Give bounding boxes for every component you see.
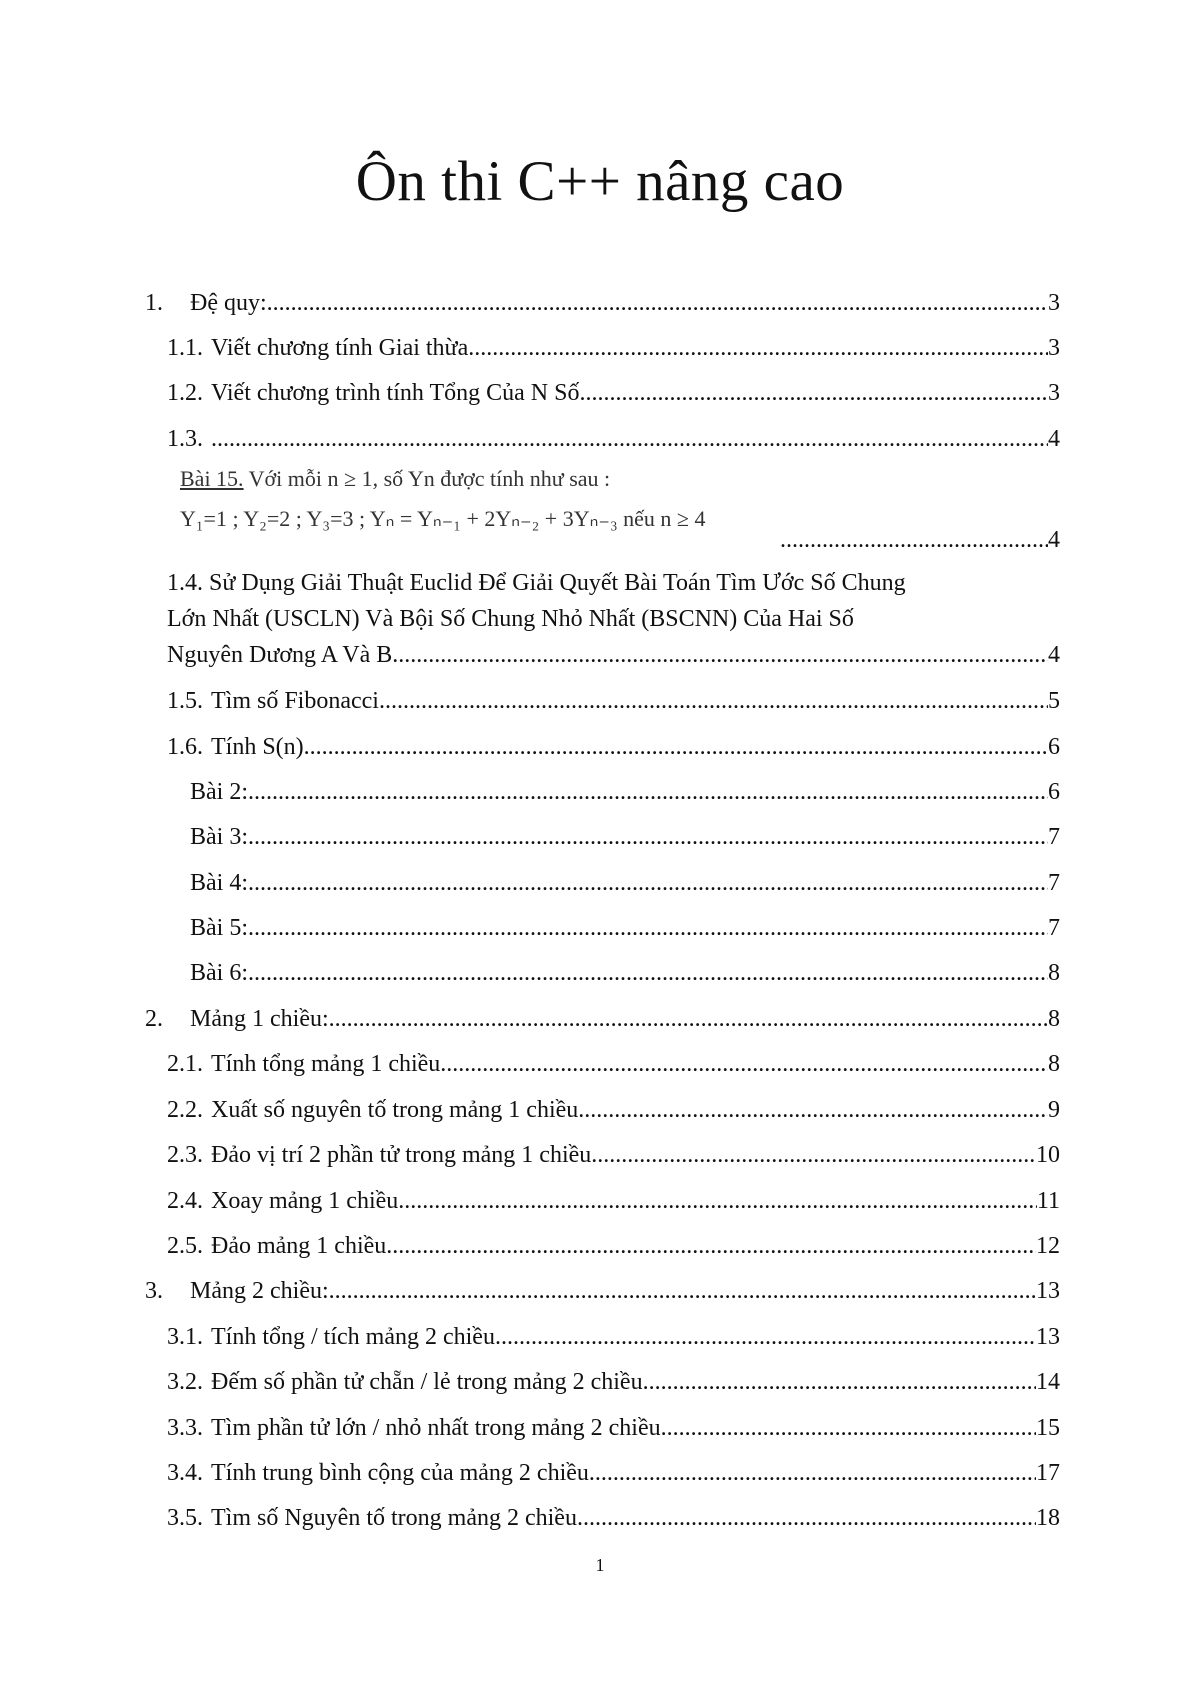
toc-entry-page: 3	[1048, 290, 1060, 316]
toc-entry-page: 8	[1048, 1051, 1060, 1077]
toc-entry-page: 7	[1048, 824, 1060, 850]
toc-entry-3-5[interactable]	[167, 1503, 1060, 1533]
embedded-problem-image	[172, 458, 792, 546]
toc-entry-number: 1.6.	[167, 734, 203, 760]
toc-entry-number: 1.1.	[167, 335, 203, 361]
toc-entry-3-1[interactable]	[167, 1322, 1060, 1352]
toc-entry-number: 1.3.	[167, 426, 203, 452]
toc-entry-page: 6	[1048, 734, 1060, 760]
toc-entry-2-5[interactable]	[167, 1231, 1060, 1261]
toc-entry-label: Tính tổng mảng 1 chiều	[211, 1051, 441, 1077]
toc-entry-label: Bài 3:	[190, 824, 248, 850]
toc-leader-dots	[577, 1503, 1036, 1533]
toc-entry-label: Đảo mảng 1 chiều	[211, 1233, 387, 1259]
toc-entry-number: 1.2.	[167, 380, 203, 406]
toc-entry-number: 1.	[145, 290, 163, 316]
toc-entry-page: 9	[1048, 1097, 1060, 1123]
toc-entry-number: 3.2.	[167, 1369, 203, 1395]
toc-entry-page: 12	[1036, 1233, 1060, 1259]
toc-entry-number: 3.3.	[167, 1415, 203, 1441]
toc-entry-mang-2-chieu[interactable]	[145, 1276, 1060, 1306]
toc-entry-page: 4	[1048, 426, 1060, 452]
toc-entry-label: Tính trung bình cộng của mảng 2 chiều	[211, 1460, 589, 1486]
toc-leader-dots	[304, 732, 1048, 762]
toc-leader-dots	[248, 913, 1048, 943]
toc-entry-number: 1.4.	[167, 570, 203, 596]
toc-entry-label: Tìm phần tử lớn / nhỏ nhất trong mảng 2 chiều	[211, 1415, 661, 1441]
toc-entry-1-1[interactable]	[167, 333, 1060, 363]
toc-entry-de-quy[interactable]	[145, 288, 1060, 318]
toc-entry-label: Tính tổng / tích mảng 2 chiều	[211, 1324, 495, 1350]
toc-entry-page: 4	[1048, 527, 1060, 553]
toc-entry-number: 3.4.	[167, 1460, 203, 1486]
toc-entry-number: 3.5.	[167, 1505, 203, 1531]
toc-entry-bai-3[interactable]	[190, 822, 1060, 852]
toc-entry-label: Mảng 1 chiều:	[190, 1006, 329, 1032]
toc-entry-mang-1-chieu[interactable]	[145, 1004, 1060, 1034]
toc-entry-page: 8	[1048, 1006, 1060, 1032]
toc-entry-page: 13	[1036, 1278, 1060, 1304]
toc-leader-dots	[248, 958, 1048, 988]
toc-entry-page: 5	[1048, 688, 1060, 714]
toc-entry-page: 8	[1048, 960, 1060, 986]
toc-entry-number: 2.3.	[167, 1142, 203, 1168]
toc-entry-3-4[interactable]	[167, 1458, 1060, 1488]
toc-entry-1-4[interactable]	[167, 565, 1060, 673]
toc-entry-1-3[interactable]	[167, 424, 1060, 454]
toc-leader-dots	[329, 1004, 1048, 1034]
toc-leader-dots	[578, 1095, 1048, 1125]
problem-image-text: Với mỗi n ≥ 1, số Yn được tính như sau :	[243, 466, 611, 491]
toc-entry-label: Sử Dụng Giải Thuật Euclid Để Giải Quyết Bài Toán Tìm Ước Số Chung	[209, 570, 906, 596]
toc-entry-page: 11	[1036, 1188, 1060, 1214]
toc-entry-page: 3	[1048, 335, 1060, 361]
toc-entry-number: 2.	[145, 1006, 163, 1032]
toc-entry-problem-image[interactable]	[780, 525, 1060, 555]
toc-leader-dots	[585, 378, 1048, 408]
toc-leader-dots	[248, 868, 1048, 898]
toc-entry-bai-4[interactable]	[190, 868, 1060, 898]
toc-leader-dots	[248, 822, 1048, 852]
toc-entry-3-2[interactable]	[167, 1367, 1060, 1397]
toc-leader-dots	[780, 525, 1048, 555]
toc-entry-label: Tìm số Fibonacci	[211, 688, 379, 714]
toc-entry-label: Bài 6:	[190, 960, 248, 986]
toc-leader-dots	[248, 777, 1048, 807]
toc-entry-2-1[interactable]	[167, 1049, 1060, 1079]
toc-leader-dots	[661, 1413, 1036, 1443]
toc-entry-label: Nguyên Dương A Và B.	[167, 642, 399, 668]
toc-entry-number: 2.2.	[167, 1097, 203, 1123]
toc-leader-dots	[589, 1458, 1036, 1488]
toc-entry-page: 7	[1048, 870, 1060, 896]
toc-entry-number: 3.1.	[167, 1324, 203, 1350]
toc-leader-dots	[643, 1367, 1036, 1397]
problem-image-heading: Bài 15.	[180, 466, 244, 491]
toc-entry-1-5[interactable]	[167, 686, 1060, 716]
toc-leader-dots	[267, 288, 1048, 318]
toc-entry-2-3[interactable]	[167, 1140, 1060, 1170]
toc-entry-label: Viết chương tính Giai thừa.	[211, 335, 475, 361]
toc-entry-label: Đảo vị trí 2 phần tử trong mảng 1 chiều	[211, 1142, 592, 1168]
toc-entry-label: Xuất số nguyên tố trong mảng 1 chiều	[211, 1097, 579, 1123]
toc-entry-2-2[interactable]	[167, 1095, 1060, 1125]
toc-leader-dots	[474, 333, 1048, 363]
toc-entry-1-2[interactable]	[167, 378, 1060, 408]
toc-entry-bai-5[interactable]	[190, 913, 1060, 943]
toc-leader-dots	[440, 1049, 1048, 1079]
problem-image-formula: Y₁=1 ; Y₂=2 ; Y₃=3 ; Yₙ = Yₙ₋₁ + 2Yₙ₋₂ + 3Yₙ₋₃ nếu n ≥ 4	[180, 506, 706, 531]
toc-entry-label: Tìm số Nguyên tố trong mảng 2 chiều	[211, 1505, 577, 1531]
toc-entry-bai-2[interactable]	[190, 777, 1060, 807]
toc-entry-page: 17	[1036, 1460, 1060, 1486]
toc-entry-line: Lớn Nhất (USCLN) Và Bội Số Chung Nhỏ Nhất (BSCNN) Của Hai Số	[167, 606, 854, 632]
toc-entry-page: 3	[1048, 380, 1060, 406]
toc-entry-label: Đệ quy:	[190, 290, 267, 316]
toc-entry-line	[167, 637, 1060, 673]
toc-entry-label: Mảng 2 chiều:	[190, 1278, 329, 1304]
toc-leader-dots	[398, 637, 1048, 673]
toc-entry-label: Xoay mảng 1 chiều	[211, 1188, 399, 1214]
toc-entry-number: 2.5.	[167, 1233, 203, 1259]
toc-leader-dots	[591, 1140, 1036, 1170]
toc-leader-dots	[329, 1276, 1036, 1306]
problem-image-line1	[180, 466, 610, 492]
toc-entry-page: 14	[1036, 1369, 1060, 1395]
toc-entry-1-6[interactable]	[167, 732, 1060, 762]
toc-entry-page: 7	[1048, 915, 1060, 941]
toc-entry-label: Bài 4:	[190, 870, 248, 896]
page-number: 1	[595, 1555, 605, 1575]
toc-entry-page: 18	[1036, 1505, 1060, 1531]
toc-entry-label: Viết chương trình tính Tổng Của N Số.	[211, 380, 586, 406]
toc-leader-dots	[386, 1231, 1036, 1261]
toc-entry-number: 2.4.	[167, 1188, 203, 1214]
document-title: Ôn thi C++ nâng cao	[355, 150, 845, 213]
toc-entry-page: 13	[1036, 1324, 1060, 1350]
toc-leader-dots	[379, 686, 1048, 716]
toc-entry-line	[167, 565, 1060, 601]
toc-entry-page: 4	[1048, 642, 1060, 668]
toc-entry-3-3[interactable]	[167, 1413, 1060, 1443]
toc-entry-page: 15	[1036, 1415, 1060, 1441]
toc-entry-number: 2.1.	[167, 1051, 203, 1077]
toc-entry-number: 3.	[145, 1278, 163, 1304]
toc-entry-bai-6[interactable]	[190, 958, 1060, 988]
toc-entry-label: Bài 2:	[190, 779, 248, 805]
toc-entry-label: Tính S(n)	[211, 734, 304, 760]
toc-entry-2-4[interactable]	[167, 1186, 1060, 1216]
toc-entry-page: 10	[1036, 1142, 1060, 1168]
toc-leader-dots	[495, 1322, 1036, 1352]
toc-entry-page: 6	[1048, 779, 1060, 805]
toc-entry-label: Bài 5:	[190, 915, 248, 941]
toc-leader-dots	[398, 1186, 1037, 1216]
toc-entry-number: 1.5.	[167, 688, 203, 714]
toc-leader-dots	[211, 424, 1048, 454]
toc-entry-label: Đếm số phần tử chẵn / lẻ trong mảng 2 chiều	[211, 1369, 643, 1395]
